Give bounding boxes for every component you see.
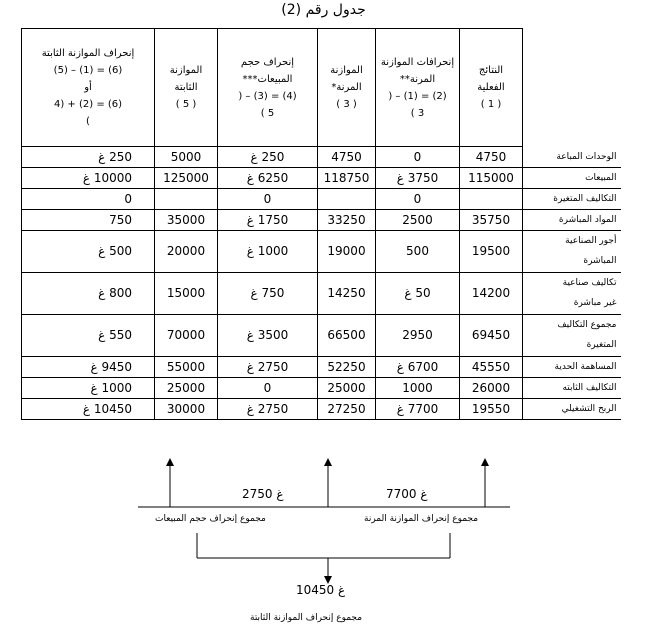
row-label-line: مجموع التكاليف (557, 320, 617, 330)
row-label-line: التكاليف المتغيرة (553, 193, 617, 204)
header-line: المرنة** (399, 73, 436, 85)
cell-static-variance: 10000 غ (22, 167, 155, 188)
cell-volume-variance: 2750 غ (218, 356, 318, 377)
static-variance-total: 10450 غ (296, 583, 346, 597)
row-label-line: الربح التشغيلي (561, 403, 617, 414)
cell-flexible-budget: 66500 (318, 314, 376, 356)
cell-flexible-variance: 6700 غ (376, 356, 460, 377)
cell-flexible-budget: 52250 (318, 356, 376, 377)
cell-volume-variance: 1750 غ (218, 209, 318, 230)
header-line: (4) = (3) – ( (238, 90, 297, 102)
header-line: إنحراف الموازنة الثابتة (41, 48, 135, 59)
static-variance-total-label: مجموع إنحراف الموازنة الثابتة (250, 613, 363, 623)
header-line: الموازنة (330, 65, 363, 76)
cell-volume-variance: 6250 غ (218, 167, 318, 188)
row-label-line: المواد المباشرة (558, 214, 617, 225)
flexible-variance-total-label: مجموع إنحراف الموازنة المرنة (364, 514, 479, 524)
header-line: الموازنة (169, 65, 203, 76)
header-line: المبيعات*** (242, 73, 293, 85)
cell-flexible-variance: 2950 (376, 314, 460, 356)
cell-volume-variance: 2750 غ (218, 398, 318, 419)
header-line: الثابتة (174, 82, 198, 93)
row-label-line: المباشرة (583, 256, 617, 266)
cell-static-budget: 70000 (155, 314, 218, 356)
cell-static-budget: 20000 (155, 230, 218, 272)
cell-flexible-variance: 3750 غ (376, 167, 460, 188)
cell-static-budget: 15000 (155, 272, 218, 314)
cell-static-variance: 750 (22, 209, 155, 230)
table-title: جدول رقم (2) (281, 2, 366, 18)
header-line: (2) = (1) – ( (388, 90, 447, 102)
cell-actual: 4750 (460, 147, 523, 168)
cell-static-budget: 25000 (155, 377, 218, 398)
header-line: النتائج (478, 65, 504, 76)
cell-static-budget: 125000 (155, 167, 218, 188)
cell-flexible-variance: 7700 غ (376, 398, 460, 419)
cell-flexible-budget: 118750 (318, 167, 376, 188)
cell-flexible-variance: 0 (376, 188, 460, 209)
flexible-variance-total: 7700 غ (386, 487, 428, 501)
cell-flexible-budget: 27250 (318, 398, 376, 419)
header-line: 3 ) (410, 107, 425, 119)
cell-flexible-variance: 50 غ (376, 272, 460, 314)
header-line: أو (84, 82, 92, 93)
cell-flexible-variance: 1000 (376, 377, 460, 398)
row-label-line: المساهمة الحدية (554, 361, 617, 372)
header-line: الفعلية (477, 82, 505, 93)
row-label-line: الوحدات المباعة (556, 151, 617, 162)
cell-static-variance: 550 غ (22, 314, 155, 356)
cell-static-variance: 9450 غ (22, 356, 155, 377)
cell-actual: 115000 (460, 167, 523, 188)
header-line: ( 3 ) (336, 99, 357, 110)
cell-static-budget: 55000 (155, 356, 218, 377)
cell-volume-variance: 1000 غ (218, 230, 318, 272)
row-label-line: المبيعات (585, 172, 617, 183)
cell-flexible-budget: 19000 (318, 230, 376, 272)
cell-actual: 35750 (460, 209, 523, 230)
cell-flexible-variance: 500 (376, 230, 460, 272)
row-label-line: التكاليف الثابته (562, 382, 617, 393)
cell-volume-variance: 0 (218, 188, 318, 209)
volume-variance-total-label: مجموع إنحراف حجم المبيعات (155, 514, 266, 524)
cell-static-variance: 250 غ (22, 147, 155, 168)
cell-flexible-budget: 14250 (318, 272, 376, 314)
row-label-line: أجور الصناعية (565, 236, 617, 246)
cell-static-budget: 30000 (155, 398, 218, 419)
cell-actual: 26000 (460, 377, 523, 398)
header-line: (6) = (2) + (4 (53, 99, 123, 110)
cell-static-variance: 10450 غ (22, 398, 155, 419)
cell-flexible-variance: 0 (376, 147, 460, 168)
header-line: (6) = (1) – (5) (53, 65, 123, 76)
cell-flexible-budget: 25000 (318, 377, 376, 398)
header-line: إنحرافات الموازنة (380, 56, 455, 68)
header-line: ) (86, 116, 90, 127)
row-label-line: تكاليف صناعية (562, 278, 617, 288)
cell-actual: 19550 (460, 398, 523, 419)
cell-flexible-budget: 33250 (318, 209, 376, 230)
row-label-line: غير مباشرة (573, 298, 617, 308)
header-line: 5 ) (260, 107, 275, 119)
cell-static-variance: 500 غ (22, 230, 155, 272)
cell-volume-variance: 750 غ (218, 272, 318, 314)
cell-flexible-variance: 2500 (376, 209, 460, 230)
cell-static-variance: 1000 غ (22, 377, 155, 398)
cell-static-budget: 35000 (155, 209, 218, 230)
cell-static-budget: 5000 (155, 147, 218, 168)
header-line: إنحراف حجم (240, 56, 295, 68)
cell-actual: 69450 (460, 314, 523, 356)
volume-variance-total: 2750 غ (242, 487, 284, 501)
row-label-line: المتغيرة (586, 340, 617, 350)
cell-volume-variance: 250 غ (218, 147, 318, 168)
header-line: ( 1 ) (480, 99, 502, 110)
cell-volume-variance: 3500 غ (218, 314, 318, 356)
cell-static-variance: 0 (22, 188, 155, 209)
cell-static-variance: 800 غ (22, 272, 155, 314)
cell-flexible-budget: 4750 (318, 147, 376, 168)
header-line: ( 5 ) (175, 99, 197, 110)
cell-actual: 14200 (460, 272, 523, 314)
cell-actual: 45550 (460, 356, 523, 377)
header-line: المرنة* (331, 82, 362, 93)
cell-actual: 19500 (460, 230, 523, 272)
cell-volume-variance: 0 (218, 377, 318, 398)
